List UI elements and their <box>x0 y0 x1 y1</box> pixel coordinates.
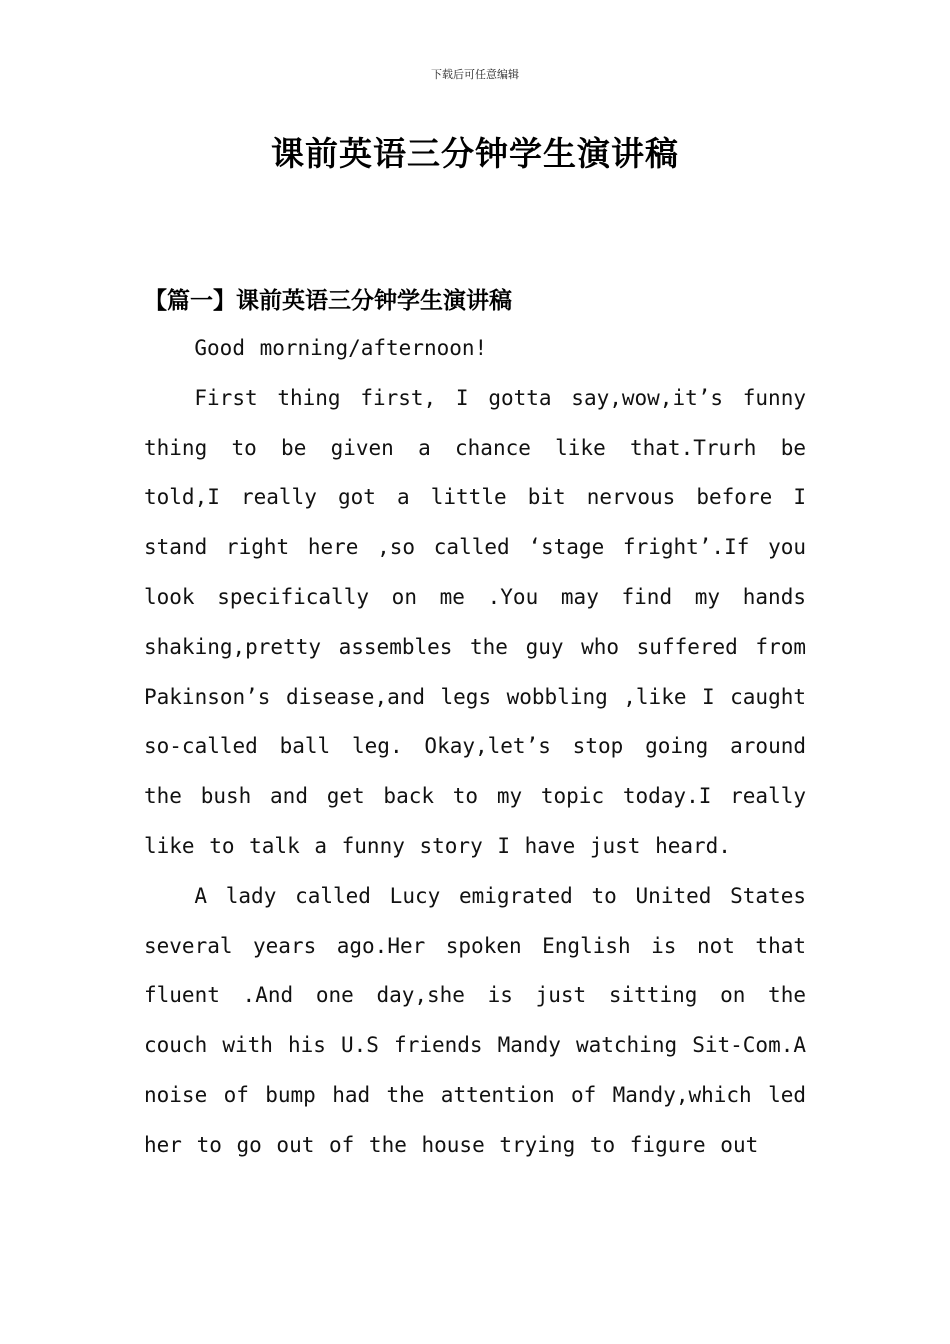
section-heading: 【篇一】课前英语三分钟学生演讲稿 <box>144 287 512 314</box>
body-paragraph-1: First thing first, I gotta say,wow,it’s funny thing to be given a chance like that.Trurh be told,I really got a little bit nervous before I stand right here ,so called ‘stage fright’.If you look specifically on me .You may find my hands shaking,pretty assembles the guy who suffered from Pakinson’s disease,and legs wobbling ,like I caught so-called ball leg. Okay,let’s stop going around the bush and get back to my topic today.I really like to talk a funny story I have just heard. <box>144 385 806 858</box>
document-title: 课前英语三分钟学生演讲稿 <box>271 134 679 173</box>
body-paragraph-2: A lady called Lucy emigrated to United States several years ago.Her spoken English is not that fluent .And one day,she is just sitting on the couch with his U.S friends Mandy watching Sit-Com.A noise of bump had the attention of Mandy,which led her to go out of the house trying to figure out <box>144 883 806 1157</box>
greeting-line: Good morning/afternoon! <box>194 336 488 360</box>
document-body <box>144 324 806 1171</box>
header-note: 下载后可任意编辑 <box>431 68 519 81</box>
